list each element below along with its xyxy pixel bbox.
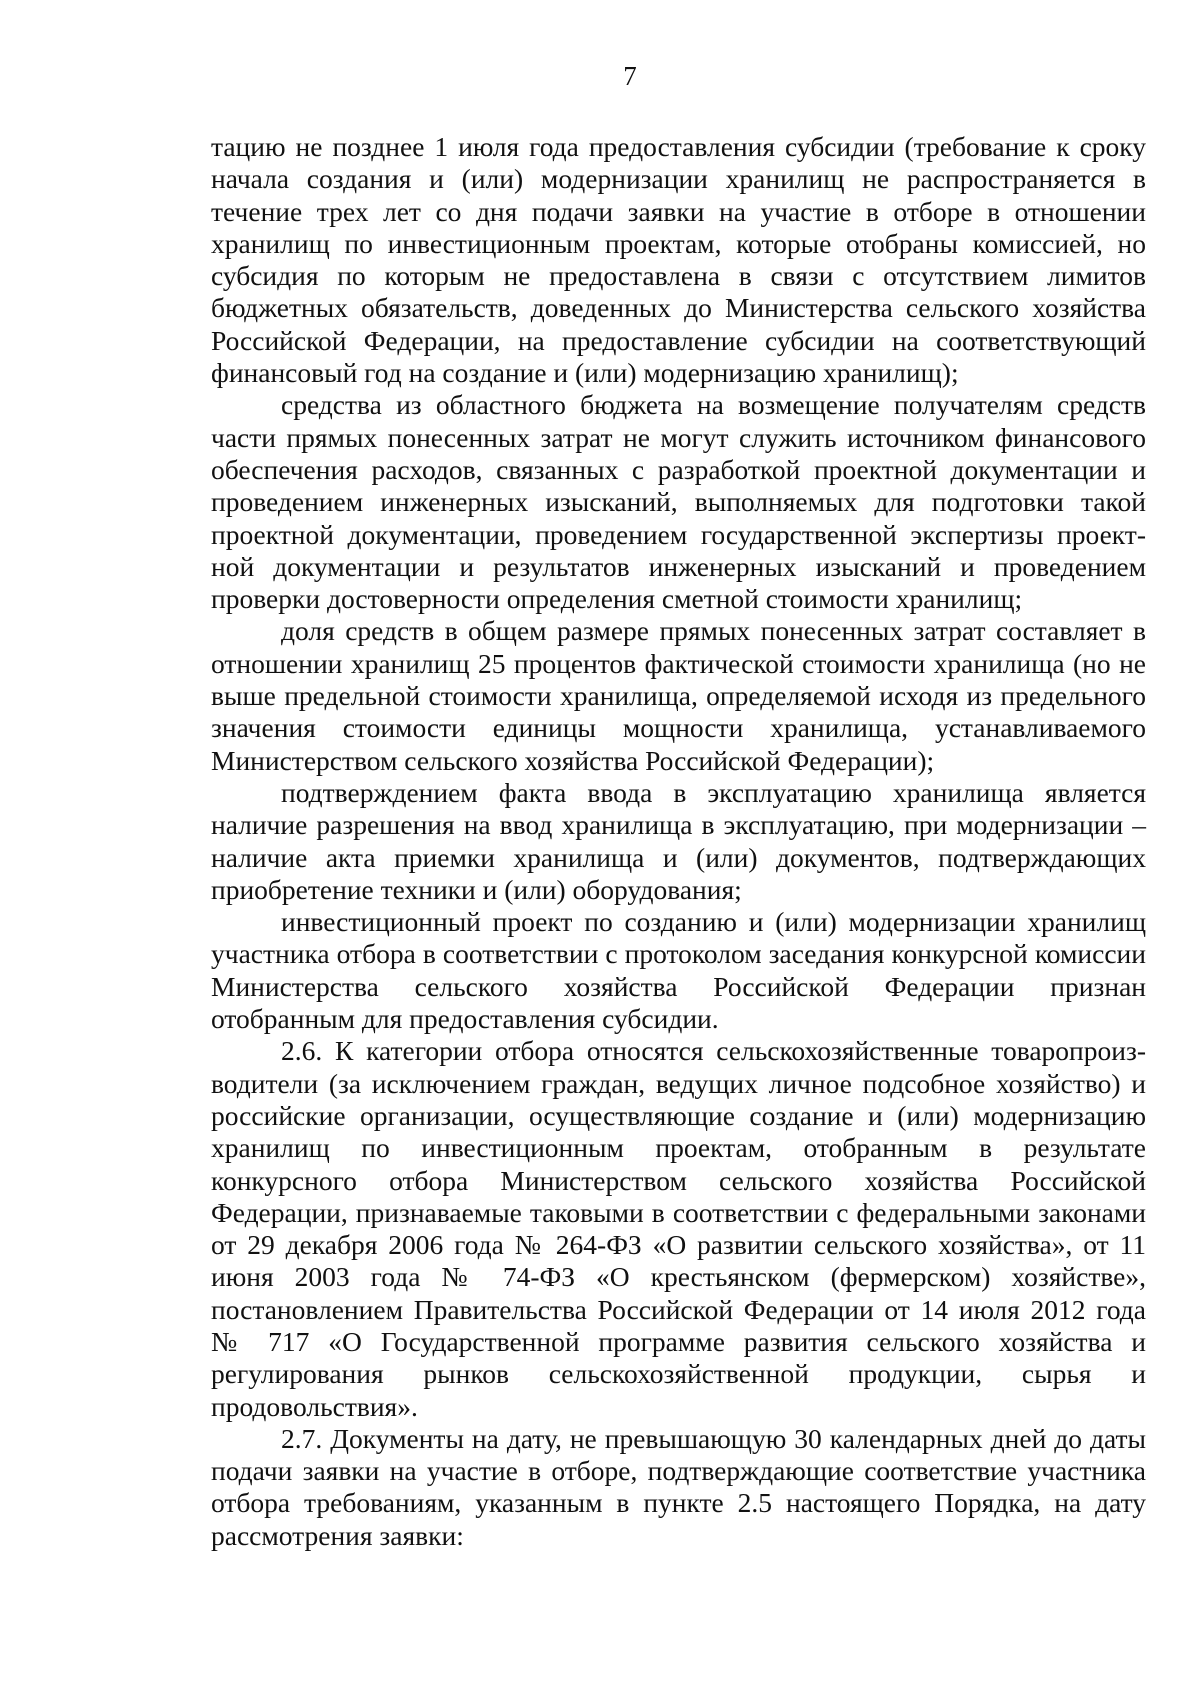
- paragraph: тацию не позднее 1 июля года предоставления субсидии (требование к сроку начала создания и (или) модернизации хранилищ не распространяется в течение трех лет со дня подачи заявки на участие в отборе в отношении хранилищ по инвестиционным проектам, которые отобраны комиссией, но субсидия по которым не предоставлена в связи с отсутствием лимитов бюджетных обязательств, доведенных до Министерства сельского хозяйства Российской Федерации, на предоставление субсидии на соответствующий финансовый год на создание и (или) модернизацию хранилищ);: [211, 131, 1146, 389]
- paragraph-section-2-7: 2.7. Документы на дату, не превышающую 30 календарных дней до даты подачи заявки на участие в отборе, подтверждающие соответствие участника отбора требованиям, указанным в пункте 2.5 настоящего Порядка, на дату рассмотрения заявки:: [211, 1422, 1146, 1551]
- page-number: 7: [623, 61, 637, 91]
- document-body: [211, 131, 1146, 1552]
- paragraph: средства из областного бюджета на возмещение получателям средств части прямых понесенных затрат не могут служить источником финансового обеспечения расходов, связанных с разработкой проектной документации и проведением инженерных изысканий, выполняемых для подготовки такой проектной документации, проведением государственной экспертизы проектной документации и результатов инженерных изысканий и проведением проверки достоверности определения сметной стоимости хранилищ;: [211, 389, 1146, 615]
- paragraph: доля средств в общем размере прямых понесенных затрат составляет в отношении хранилищ 25 процентов фактической стоимости хранилища (но не выше предельной стоимости хранилища, определяемой исходя из предельного значения стоимости единицы мощности хранилища, устанавливаемого Министерством сельского хозяйства Российской Федерации);: [211, 615, 1146, 776]
- paragraph: подтверждением факта ввода в эксплуатацию хранилища является наличие разрешения на ввод хранилища в эксплуатацию, при модернизации – наличие акта приемки хранилища и (или) документов, подтверждающих приобретение техники и (или) оборудования;: [211, 776, 1146, 905]
- paragraph: инвестиционный проект по созданию и (или) модернизации хранилищ участника отбора в соответствии с протоколом заседания конкурсной комиссии Министерства сельского хозяйства Российской Федерации признан отобранным для предоставления субсидии.: [211, 906, 1146, 1035]
- paragraph-section-2-6: 2.6. К категории отбора относятся сельскохозяйственные товаропроизводители (за исключением граждан, ведущих личное подсобное хозяйство) и российские организации, осуществляющие создание и (или) модернизацию хранилищ по инвестиционным проектам, отобранным в результате конкурсного отбора Министерством сельского хозяйства Российской Федерации, признаваемые таковыми в соответствии с федеральными законами от 29 декабря 2006 года № 264-ФЗ «О развитии сельского хозяйства», от 11 июня 2003 года № 74-ФЗ «О крестьянском (фермерском) хозяйстве», постановлением Правительства Российской Федерации от 14 июля 2012 года № 717 «О Государственной программе развития сельского хозяйства и регулирования рынков сельскохозяйственной продукции, сырья и продовольствия».: [211, 1035, 1146, 1422]
